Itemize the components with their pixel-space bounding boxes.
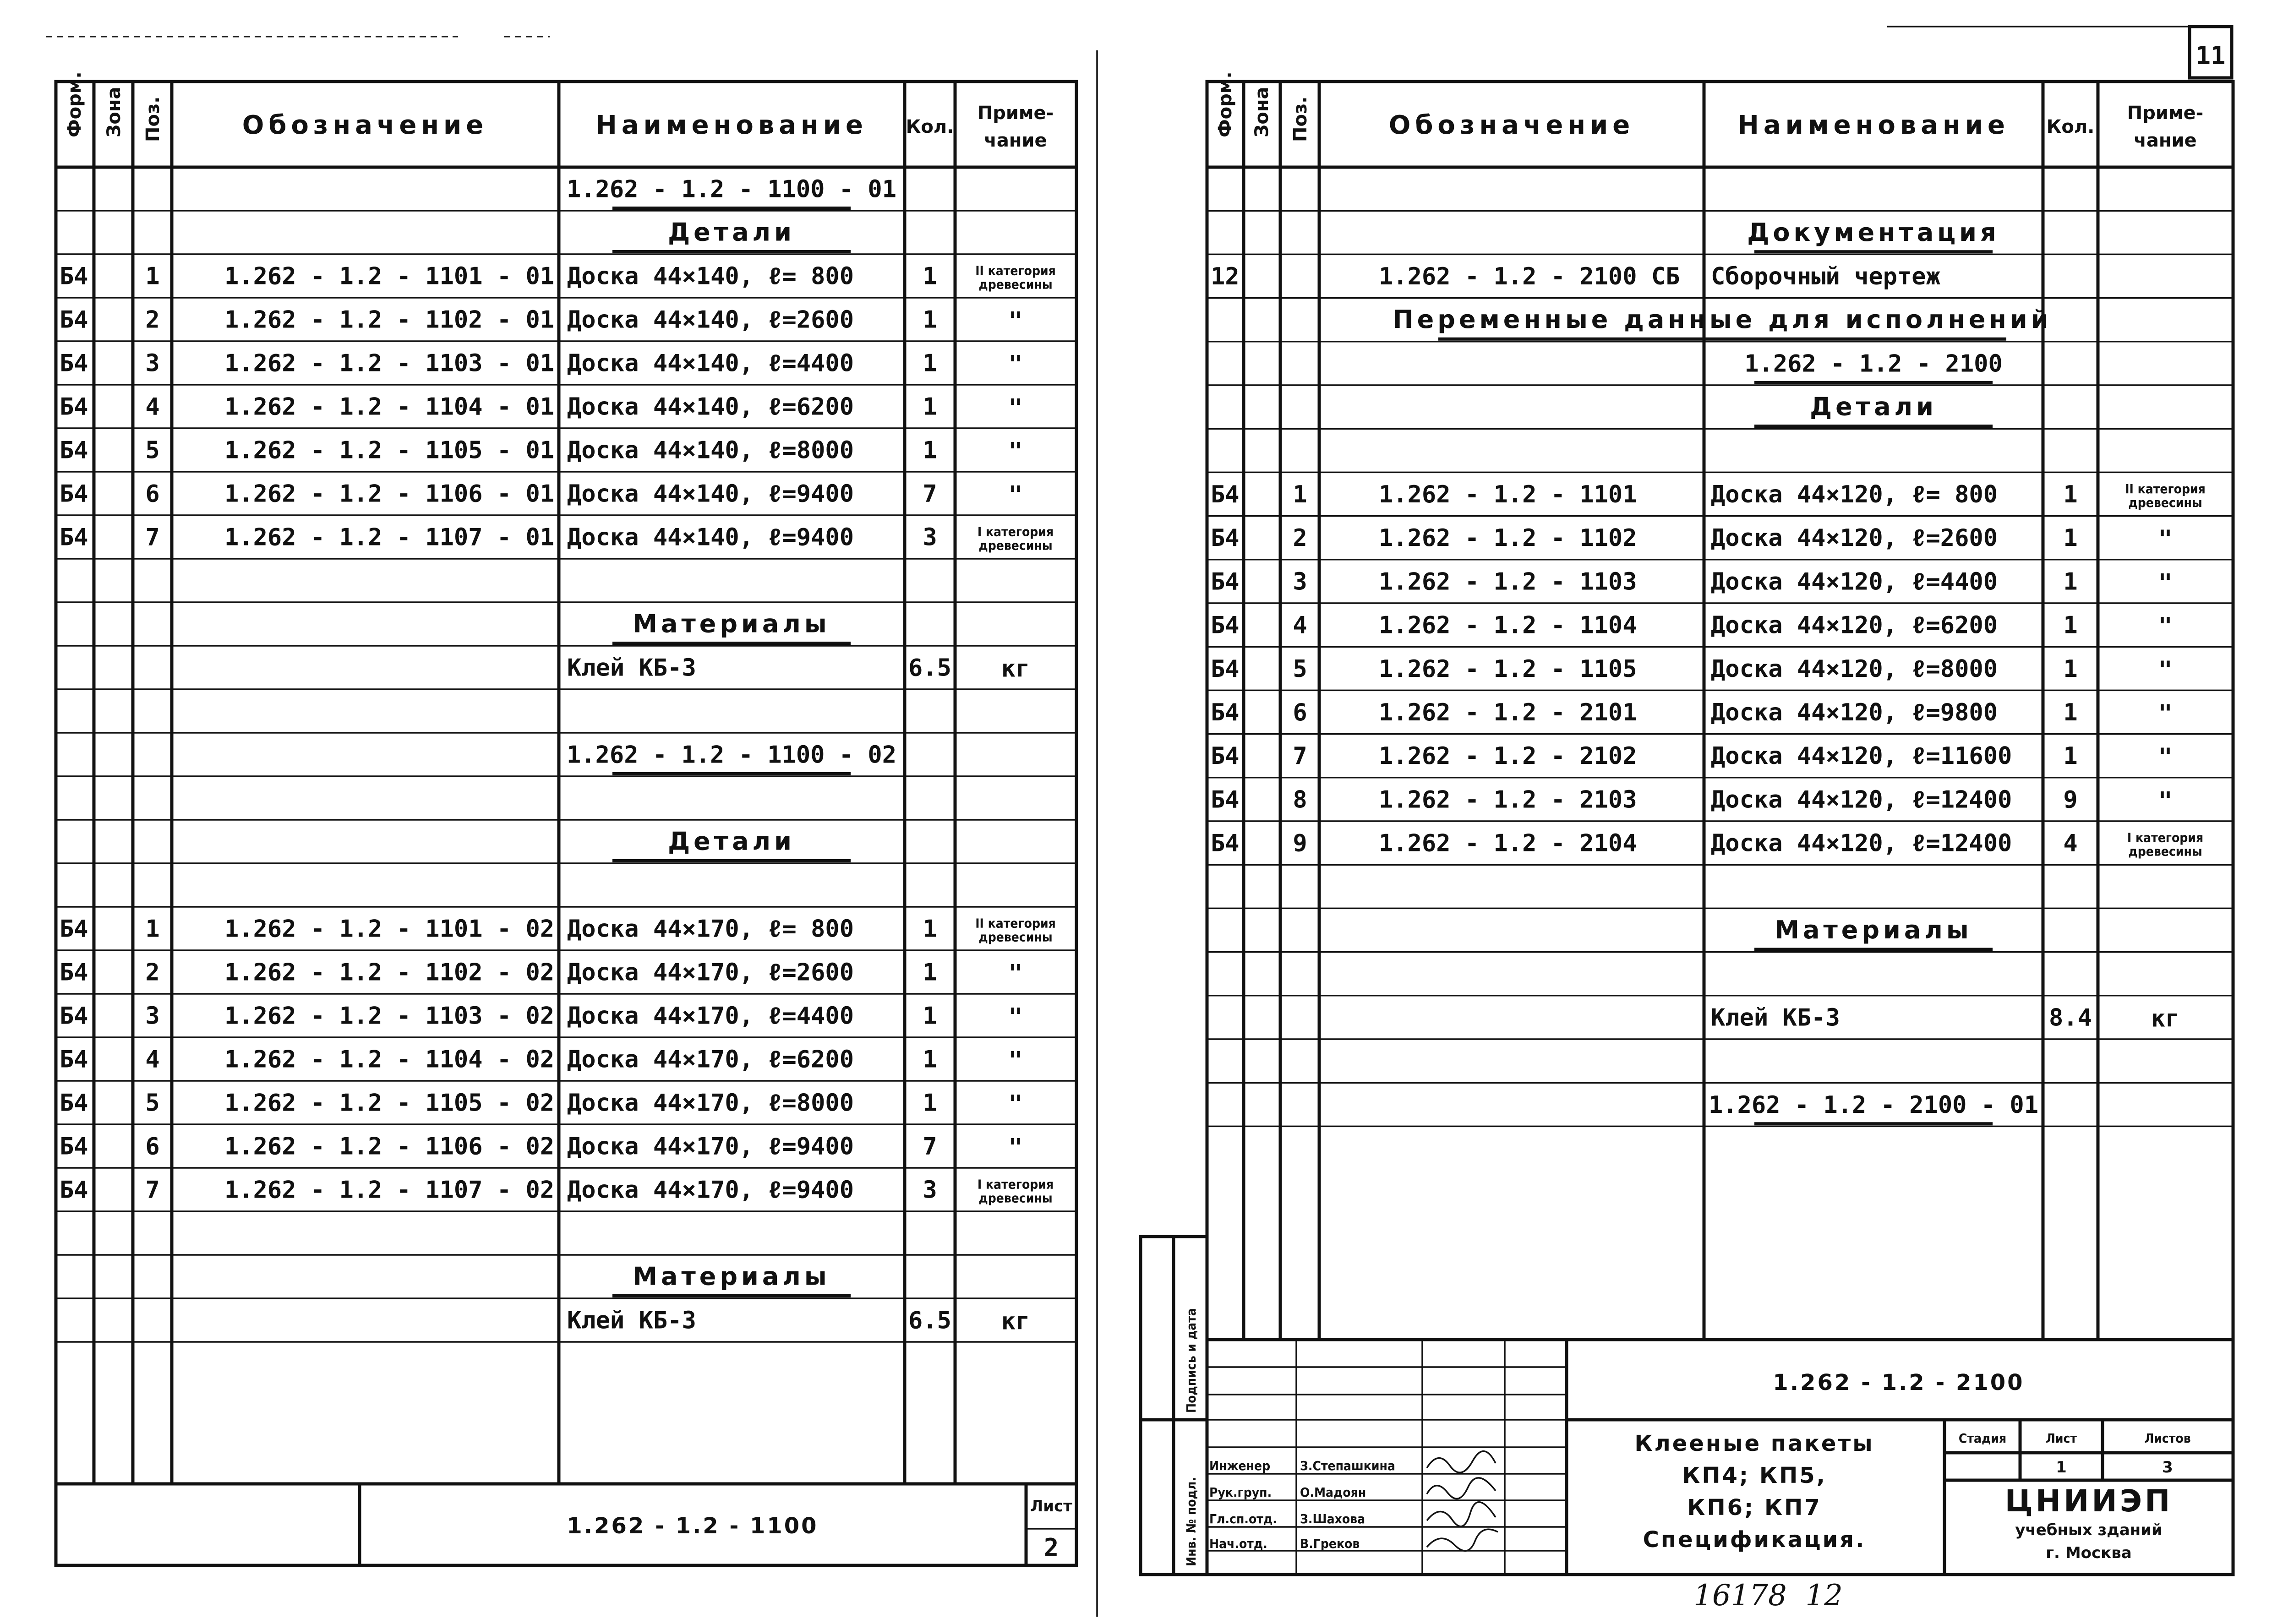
cell-qty: 1 <box>923 1002 937 1030</box>
table-row <box>1207 568 2233 603</box>
cell-qty: 1 <box>2063 655 2078 683</box>
section-wide: Переменные данные для исполнений <box>1393 305 2052 334</box>
cell-format: Б4 <box>1211 611 1240 639</box>
table-row <box>56 480 1076 516</box>
cell-pos: 2 <box>145 959 160 986</box>
cell-designation: 1.262 - 1.2 - 2100 СБ <box>1379 263 1680 290</box>
cell-format: Б4 <box>1211 786 1240 814</box>
table-row <box>1207 1004 2233 1039</box>
cell-qty: 8.4 <box>2049 1004 2092 1032</box>
cell-designation: 1.262 - 1.2 - 2103 <box>1379 786 1637 814</box>
right-sheet <box>1141 71 2233 1613</box>
table-row <box>56 1133 1076 1168</box>
person-name-3: З.Шахова <box>1300 1511 1365 1526</box>
note-unit: кг <box>1001 1308 1030 1335</box>
note-ditto: " <box>2158 700 2173 727</box>
header-qty: Кол. <box>2046 116 2095 137</box>
cell-pos: 8 <box>1293 786 1307 814</box>
cell-designation: 1.262 - 1.2 - 1101 - 01 <box>224 262 555 290</box>
header-note-1: Приме- <box>2127 103 2204 124</box>
table-row <box>56 1307 1076 1342</box>
cell-pos: 2 <box>1293 524 1307 552</box>
note-ditto: " <box>2158 569 2173 597</box>
right-headers <box>1215 71 2203 151</box>
note-unit: кг <box>2151 1005 2180 1033</box>
table-row <box>1207 392 2233 429</box>
person-role-4: Нач.отд. <box>1209 1536 1267 1551</box>
cell-designation: 1.262 - 1.2 - 1106 - 02 <box>224 1133 555 1161</box>
org-line-1: ЦНИИЭП <box>2004 1483 2173 1519</box>
table-row <box>1207 655 2233 691</box>
cell-name: Доска 44×120, ℓ=2600 <box>1711 524 1998 552</box>
note-ditto: " <box>2158 612 2173 640</box>
table-row <box>1207 263 2233 298</box>
org-line-3: г. Москва <box>2046 1544 2132 1562</box>
title-designation: 1.262 - 1.2 - 2100 <box>1773 1370 2025 1395</box>
side-label-sign: Подпись и дата <box>1184 1308 1199 1413</box>
cell-name: Доска 44×120, ℓ=11600 <box>1711 742 2012 770</box>
cell-qty: 1 <box>923 959 937 986</box>
table-row <box>1207 305 2233 342</box>
cell-name: Клей КБ-3 <box>1711 1004 1840 1032</box>
page-number: 11 <box>2196 41 2226 70</box>
table-row <box>56 306 1076 342</box>
cell-designation: 1.262 - 1.2 - 1106 - 01 <box>224 480 555 508</box>
note-text: II категория древесины <box>975 263 1056 292</box>
section-heading: Детали <box>1810 392 1937 421</box>
table-row <box>56 1262 1076 1299</box>
cell-designation: 1.262 - 1.2 - 1105 - 02 <box>224 1089 555 1117</box>
cell-designation: 1.262 - 1.2 - 1102 - 02 <box>224 959 555 986</box>
cell-name: Доска 44×120, ℓ=6200 <box>1711 611 1998 639</box>
cell-name: Доска 44×170, ℓ=8000 <box>567 1089 854 1117</box>
note-ditto: " <box>1008 1090 1023 1118</box>
note-ditto: " <box>1008 1003 1023 1031</box>
cell-format: Б4 <box>60 349 88 377</box>
cell-format: Б4 <box>60 1133 88 1161</box>
note-ditto: " <box>1008 350 1023 378</box>
person-role-3: Гл.сп.отд. <box>1209 1511 1277 1526</box>
table-row <box>56 1003 1076 1038</box>
cell-qty: 6.5 <box>908 654 951 682</box>
note-ditto: " <box>1008 307 1023 335</box>
cell-designation: 1.262 - 1.2 - 1107 - 01 <box>224 523 555 551</box>
cell-name: Доска 44×170, ℓ=9400 <box>567 1133 854 1161</box>
cell-qty: 1 <box>923 306 937 334</box>
cell-format: Б4 <box>60 1176 88 1204</box>
title-line-3: КП6; КП7 <box>1687 1495 1822 1520</box>
title-line-4: Спецификация. <box>1643 1527 1866 1553</box>
header-zone: Зона <box>1251 87 1273 137</box>
table-row <box>56 610 1076 646</box>
person-role-2: Рук.груп. <box>1209 1485 1272 1500</box>
person-role-1: Инженер <box>1209 1458 1271 1473</box>
cell-name: Доска 44×140, ℓ= 800 <box>567 262 854 290</box>
cell-pos: 6 <box>145 1133 160 1161</box>
cell-format: Б4 <box>1211 524 1240 552</box>
cell-format: Б4 <box>1211 655 1240 683</box>
note-ditto: " <box>1008 959 1023 987</box>
cell-designation: 1.262 - 1.2 - 1103 <box>1379 568 1637 596</box>
cell-qty: 1 <box>2063 524 2078 552</box>
cell-name: Доска 44×140, ℓ=8000 <box>567 436 854 464</box>
table-row <box>1207 699 2233 734</box>
cell-designation: 1.262 - 1.2 - 1104 <box>1379 611 1637 639</box>
cell-format: Б4 <box>1211 568 1240 596</box>
cell-name: Клей КБ-3 <box>567 654 696 682</box>
cell-qty: 1 <box>923 436 937 464</box>
note-ditto: " <box>2158 656 2173 684</box>
note-ditto: " <box>1008 481 1023 509</box>
cell-format: Б4 <box>60 480 88 508</box>
cell-format: 12 <box>1211 263 1240 290</box>
cell-pos: 6 <box>1293 699 1307 726</box>
header-note-1: Приме- <box>977 103 1054 124</box>
cell-qty: 1 <box>2063 568 2078 596</box>
section-heading: Материалы <box>1775 916 1972 944</box>
cell-qty: 1 <box>923 262 937 290</box>
table-row <box>56 393 1076 429</box>
cell-format: Б4 <box>1211 829 1240 857</box>
cell-pos: 1 <box>1293 481 1307 508</box>
cell-name: Клей КБ-3 <box>567 1307 696 1335</box>
cell-qty: 1 <box>923 915 937 943</box>
note-ditto: " <box>1008 1046 1023 1074</box>
left-sheet <box>56 71 1076 1565</box>
cell-name: Доска 44×120, ℓ=12400 <box>1711 829 2012 857</box>
cell-qty: 1 <box>923 1046 937 1074</box>
table-row <box>1207 524 2233 560</box>
cell-qty: 7 <box>923 1133 937 1161</box>
note-text: I категория древесины <box>977 1177 1054 1206</box>
cell-qty: 1 <box>923 393 937 421</box>
cell-qty: 1 <box>2063 699 2078 726</box>
header-qty: Кол. <box>906 116 954 137</box>
cell-name: Доска 44×120, ℓ=8000 <box>1711 655 1998 683</box>
table-row <box>1207 1091 2233 1127</box>
section-designation: 1.262 - 1.2 - 2100 <box>1744 350 2003 378</box>
note-ditto: " <box>2158 525 2173 553</box>
cell-name: Доска 44×170, ℓ=4400 <box>567 1002 854 1030</box>
table-row <box>56 524 1076 559</box>
cell-format: Б4 <box>60 436 88 464</box>
cell-format: Б4 <box>1211 481 1240 508</box>
handwritten-note: 16178 12 <box>1693 1579 1843 1613</box>
note-text: II категория древесины <box>975 916 1056 945</box>
cell-designation: 1.262 - 1.2 - 1103 - 01 <box>224 349 555 377</box>
header-format: Форм. <box>1215 71 1236 137</box>
org-line-2: учебных зданий <box>2015 1521 2163 1539</box>
cell-format: Б4 <box>60 1089 88 1117</box>
table-row <box>56 1177 1076 1212</box>
cell-format: Б4 <box>60 262 88 290</box>
cell-qty: 3 <box>923 1176 937 1204</box>
cell-name: Доска 44×140, ℓ=4400 <box>567 349 854 377</box>
section-designation: 1.262 - 1.2 - 1100 - 01 <box>566 175 897 203</box>
table-row <box>1207 830 2233 865</box>
note-text: II категория древесины <box>2125 481 2206 510</box>
section-designation: 1.262 - 1.2 - 1100 - 02 <box>566 741 897 769</box>
cell-qty: 1 <box>2063 742 2078 770</box>
cell-pos: 7 <box>145 523 160 551</box>
header-pos: Поз. <box>142 96 164 142</box>
table-row <box>1207 916 2233 952</box>
cell-name: Доска 44×120, ℓ=4400 <box>1711 568 1998 596</box>
table-row <box>1207 481 2233 516</box>
cell-name: Доска 44×140, ℓ=2600 <box>567 306 854 334</box>
cell-designation: 1.262 - 1.2 - 1102 <box>1379 524 1637 552</box>
table-row <box>56 916 1076 951</box>
table-row <box>1207 786 2233 821</box>
cell-designation: 1.262 - 1.2 - 1101 <box>1379 481 1637 508</box>
section-heading: Материалы <box>633 609 830 638</box>
cell-pos: 5 <box>145 436 160 464</box>
right-rows <box>1207 211 2233 1126</box>
left-rows <box>56 176 1076 1342</box>
note-ditto: " <box>1008 394 1023 422</box>
note-ditto: " <box>2158 743 2173 771</box>
cell-pos: 9 <box>1293 829 1307 857</box>
person-name-4: В.Греков <box>1300 1536 1360 1551</box>
note-text: I категория древесины <box>2127 830 2204 859</box>
cell-qty: 1 <box>923 349 937 377</box>
cell-designation: 1.262 - 1.2 - 1103 - 02 <box>224 1002 555 1030</box>
cell-format: Б4 <box>60 1002 88 1030</box>
cell-format: Б4 <box>60 306 88 334</box>
section-designation: 1.262 - 1.2 - 2100 - 01 <box>1708 1091 2039 1119</box>
cell-qty: 9 <box>2063 786 2078 814</box>
sheet-value: 1 <box>2056 1458 2067 1477</box>
cell-format: Б4 <box>60 915 88 943</box>
cell-designation: 1.262 - 1.2 - 1105 <box>1379 655 1637 683</box>
header-zone: Зона <box>104 87 125 137</box>
cell-pos: 4 <box>1293 611 1307 639</box>
sheets-value: 3 <box>2162 1458 2173 1477</box>
cell-qty: 7 <box>923 480 937 508</box>
section-heading: Детали <box>668 218 795 247</box>
sheet-label: Лист <box>2045 1431 2077 1446</box>
section-heading: Материалы <box>633 1262 830 1291</box>
cell-qty: 6.5 <box>908 1307 951 1335</box>
stage-label: Стадия <box>1958 1431 2007 1446</box>
table-row <box>1207 350 2233 385</box>
cell-pos: 6 <box>145 480 160 508</box>
table-row <box>56 827 1076 864</box>
cell-pos: 7 <box>145 1176 160 1204</box>
table-row <box>56 1090 1076 1125</box>
cell-name: Доска 44×120, ℓ=9800 <box>1711 699 1998 726</box>
table-row <box>1207 218 2233 255</box>
cell-name: Доска 44×170, ℓ= 800 <box>567 915 854 943</box>
cell-pos: 1 <box>145 262 160 290</box>
cell-pos: 3 <box>1293 568 1307 596</box>
table-row <box>56 654 1076 690</box>
cell-pos: 4 <box>145 393 160 421</box>
header-name: Наименование <box>595 110 868 140</box>
cell-designation: 1.262 - 1.2 - 2102 <box>1379 742 1637 770</box>
header-pos: Поз. <box>1290 96 1311 142</box>
cell-qty: 1 <box>2063 611 2078 639</box>
table-row <box>56 741 1076 777</box>
cell-qty: 3 <box>923 523 937 551</box>
cell-format: Б4 <box>60 1046 88 1074</box>
left-footer-sheet-label: Лист <box>1030 1497 1072 1515</box>
cell-format: Б4 <box>1211 699 1240 726</box>
cell-qty: 4 <box>2063 829 2078 857</box>
note-ditto: " <box>2158 787 2173 815</box>
section-heading: Документация <box>1747 218 2000 247</box>
cell-pos: 3 <box>145 1002 160 1030</box>
cell-format: Б4 <box>60 959 88 986</box>
table-row <box>56 350 1076 385</box>
note-text: I категория древесины <box>977 524 1054 553</box>
cell-pos: 2 <box>145 306 160 334</box>
table-row <box>56 263 1076 298</box>
table-row <box>56 437 1076 472</box>
header-note-2: чание <box>984 130 1047 151</box>
cell-designation: 1.262 - 1.2 - 1104 - 02 <box>224 1046 555 1074</box>
left-footer-sheet-number: 2 <box>1043 1533 1059 1562</box>
table-row <box>56 1046 1076 1081</box>
cell-pos: 5 <box>145 1089 160 1117</box>
person-name-2: О.Мадоян <box>1300 1485 1366 1500</box>
cell-pos: 1 <box>145 915 160 943</box>
cell-name: Доска 44×140, ℓ=9400 <box>567 480 854 508</box>
table-row <box>1207 612 2233 647</box>
header-designation: Обозначение <box>242 110 488 140</box>
title-line-2: КП4; КП5, <box>1682 1463 1827 1488</box>
cell-designation: 1.262 - 1.2 - 1107 - 02 <box>224 1176 555 1204</box>
cell-name: Доска 44×140, ℓ=6200 <box>567 393 854 421</box>
section-heading: Детали <box>668 827 795 856</box>
cell-qty: 1 <box>2063 481 2078 508</box>
cell-name: Доска 44×120, ℓ=12400 <box>1711 786 2012 814</box>
cell-designation: 1.262 - 1.2 - 1102 - 01 <box>224 306 555 334</box>
cell-format: Б4 <box>60 523 88 551</box>
cell-name: Сборочный чертеж <box>1711 263 1940 290</box>
title-line-1: Клееные пакеты <box>1634 1431 1874 1456</box>
table-row <box>56 218 1076 255</box>
header-designation: Обозначение <box>1388 110 1635 140</box>
cell-format: Б4 <box>60 393 88 421</box>
header-name: Наименование <box>1737 110 2010 140</box>
cell-name: Доска 44×170, ℓ=9400 <box>567 1176 854 1204</box>
table-row <box>1207 742 2233 778</box>
cell-pos: 4 <box>145 1046 160 1074</box>
cell-designation: 1.262 - 1.2 - 2101 <box>1379 699 1637 726</box>
sheets-label: Листов <box>2144 1431 2191 1446</box>
cell-designation: 1.262 - 1.2 - 1104 - 01 <box>224 393 555 421</box>
cell-pos: 7 <box>1293 742 1307 770</box>
cell-name: Доска 44×140, ℓ=9400 <box>567 523 854 551</box>
person-name-1: З.Степашкина <box>1300 1458 1395 1473</box>
header-note-2: чание <box>2134 130 2197 151</box>
cell-pos: 3 <box>145 349 160 377</box>
cell-pos: 5 <box>1293 655 1307 683</box>
left-footer-designation: 1.262 - 1.2 - 1100 <box>567 1513 819 1539</box>
side-label-inv: Инв. № подл. <box>1184 1477 1199 1566</box>
note-unit: кг <box>1001 655 1030 683</box>
header-format: Форм. <box>64 71 85 137</box>
table-row <box>56 176 1076 211</box>
cell-name: Доска 44×170, ℓ=6200 <box>567 1046 854 1074</box>
cell-name: Доска 44×170, ℓ=2600 <box>567 959 854 986</box>
cell-designation: 1.262 - 1.2 - 2104 <box>1379 829 1637 857</box>
note-ditto: " <box>1008 437 1023 465</box>
cell-name: Доска 44×120, ℓ= 800 <box>1711 481 1998 508</box>
cell-designation: 1.262 - 1.2 - 1105 - 01 <box>224 436 555 464</box>
table-row <box>56 959 1076 994</box>
cell-designation: 1.262 - 1.2 - 1101 - 02 <box>224 915 555 943</box>
cell-qty: 1 <box>923 1089 937 1117</box>
note-ditto: " <box>1008 1134 1023 1161</box>
cell-format: Б4 <box>1211 742 1240 770</box>
